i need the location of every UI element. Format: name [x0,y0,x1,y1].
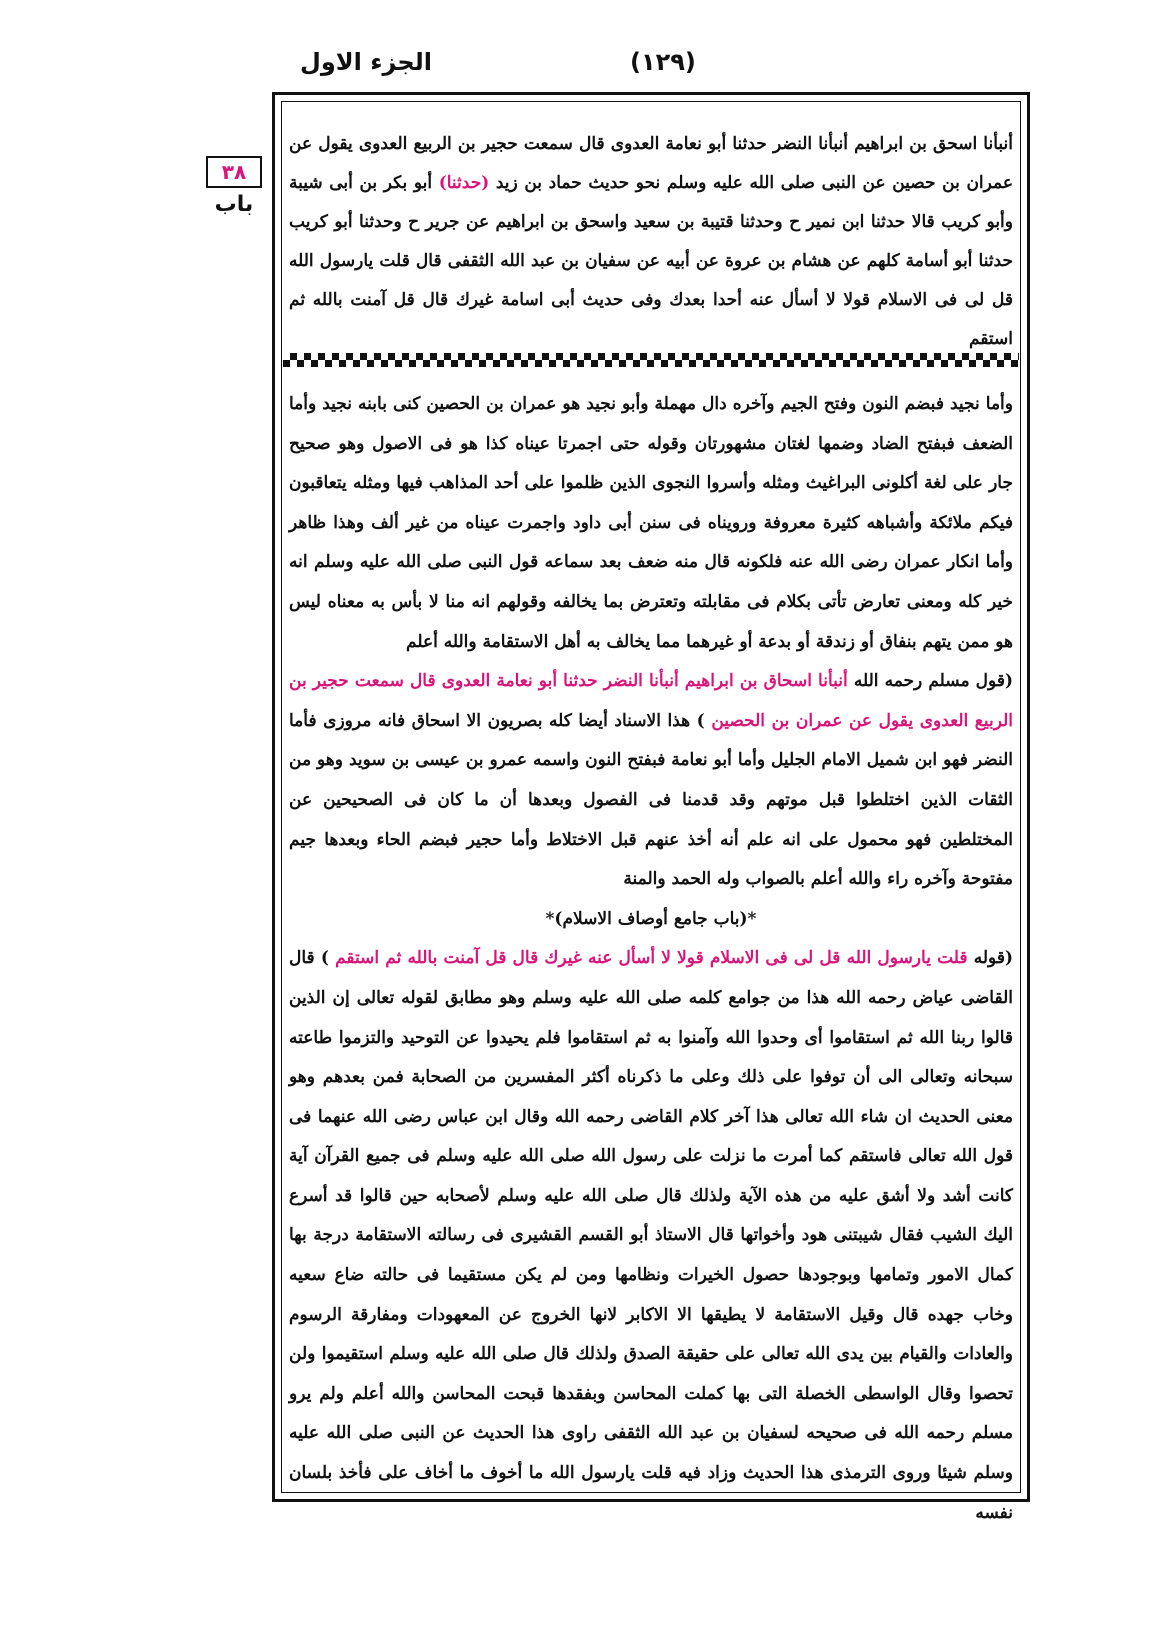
commentary-text [289,385,1013,1533]
chapter-title: *(باب جامع أوصاف الاسلام)* [545,908,757,929]
section-divider [283,353,1019,367]
commentary-quote: أنبأنا اسحاق بن ابراهيم أنبأنا النضر حدثنا أبو نعامة العدوى قال سمعت حجير بن الربيع العدوى يقول عن عمران بن الحصين [289,671,1014,731]
chapter-number-badge: ٣٨ [206,156,262,188]
hadith-line: عن عمران بن حصين عن النبى صلى الله عليه وسلم نحو حديث حماد بن زيد [289,134,1013,193]
commentary-quote: قلت يارسول الله قل لى فى الاسلام قولا لا أسأل عنه غيرك قال قل آمنت بالله ثم استقم [335,948,968,969]
commentary-quote-body: ) قال القاضى عياض رحمه الله هذا من جوامع كلمه صلى الله عليه وسلم وهو مطابق لقوله تعالى إن الذين قالوا ربنا الله ثم استقاموا أى وحدوا الله وآمنوا به ثم استقاموا فلم يحيدوا عن التوحيد والتزموا طاعته سبحانه وتعالى الى أن توفوا على ذلك وعلى ما ذكرناه أكثر المفسرين من الصحابة فمن بعدهم وهو معنى الحديث ان شاء الله تعالى هذا آخر كلام القاضى رحمه الله وقال ابن عباس رضى الله عنهما فى قول الله تعالى فاستقم كما أمرت ما نزلت على رسول الله صلى الله عليه وسلم فى جميع القرآن آية كانت أشد ولا أشق عليه من هذه الآية ولذلك قال صلى الله عليه وسلم لأصحابه حين قالوا قد أسرع اليك الشيب فقال شيبتنى هود وأخواتها قال الاستاذ أبو القسم القشيرى فى رسالته الاستقامة درجة بها كمال الامور وتمامها وبوجودها حصول الخيرات ونظامها ومن لم يكن مستقيما فى حالته ضاع سعيه وخاب جهده قال وقيل الاستقامة لا يطيقها الا الاكابر لانها الخروج عن المعهودات ومفارقة الرسوم والعادات والقيام بين يدى الله تعالى على حقيقة الصدق ولذلك قال صلى الله عليه وسلم استقيموا ولن تحصوا وقال الواسطى الخصلة التى بها كملت المحاسن وبفقدها قبحت المحاسن والله أعلم ولم يرو مسلم رحمه الله فى صحيحه لسفيان بن عبد الله الثقفى راوى هذا الحديث عن النبى صلى الله عليه وسلم شيئا وروى الترمذى هذا الحديث وزاد فيه قلت يارسول الله ما أخوف ما أخاف على فأخذ بلسان نفسه [289,948,1013,1523]
hadith-line: أبو بكر بن أبى شيبة وأبو كريب قالا حدثنا ابن نمير ح وحدثنا قتيبة بن سعيد واسحق بن ابراهيم عن جرير ح وحدثنا أبو كريب حدثنا أبو أسامة كلهم عن هشام بن عروة عن أبيه عن سفيان بن عبد الله الثقفى قال قلت يارسول الله قل لى فى الاسلام قولا لا أسأل عنه أحدا بعدك وفى حديث أبى اسامة غيرك قال قل آمنت بالله ثم استقم [289,173,1013,349]
hadith-line: أنبأنا اسحق بن ابراهيم أنبأنا النضر حدثنا أبو نعامة العدوى قال سمعت حجير بن الربيع العدوى يقول [318,134,1013,154]
volume-header: الجزء الاول [300,48,432,76]
commentary-paragraph: وأما نجيد فبضم النون وفتح الجيم وآخره دال مهملة وأبو نجيد هو عمران بن الحصين كنى بابنه نجيد وأما الضعف فبفتح الضاد وضمها لغتان مشهورتان وقوله حتى اجمرتا عيناه كذا هو فى الاصول وهو صحيح جار على لغة أكلونى البراغيث ومثله وأسروا النجوى الذين ظلموا على أحد المذاهب فيها ومثله يتعاقبون فيكم ملائكة وأشباهه كثيرة معروفة ورويناه فى سنن أبى داود واجمرت عيناه من غير ألف وهذا ظاهر وأما انكار عمران رضى الله عنه فلكونه قال منه ضعف بعد سماعه قول النبى صلى الله عليه وسلم انه خير كله ومعنى تعارض تأتى بكلام فى مقابلته وتعترض بما يخالفه وقولهم انه منا لا بأس به معناه ليس هو ممن يتهم بنفاق أو زندقة أو بدعة أو غيرهما مما يخالف به أهل الاستقامة والله أعلم [289,394,1013,652]
commentary-quote-open: (قول مسلم رحمه الله [853,671,1013,692]
commentary-paragraph [289,662,1013,900]
commentary-quote-body: ) هذا الاسناد أيضا كله بصريون الا اسحاق فانه مروزى فأما النضر فهو ابن شميل الامام الجليل وأما أبو نعامة فبفتح النون واسمه عمرو بن عيسى بن سويد وهو من الثقات الذين اختلطوا قبل موتهم وقد قدمنا فى الفصول وبعدها أن ما كان فى الصحيحين عن المختلطين فهو محمول على انه علم أنه أخذ عنهم قبل الاختلاط وأما حجير فبضم الحاء وبعدها جيم مفتوحة وآخره راء والله أعلم بالصواب وله الحمد والمنة [289,710,1013,890]
chapter-label: باب [214,192,254,217]
page-frame [272,92,1030,1523]
commentary-quote-open: (قوله [973,948,1013,969]
page-number: (١٢٩) [630,48,696,76]
commentary-paragraph [289,939,1013,1533]
hadith-paragraph [289,125,1013,359]
hadith-text [289,125,1013,359]
hadith-highlight: (حدثنا) [438,173,490,193]
